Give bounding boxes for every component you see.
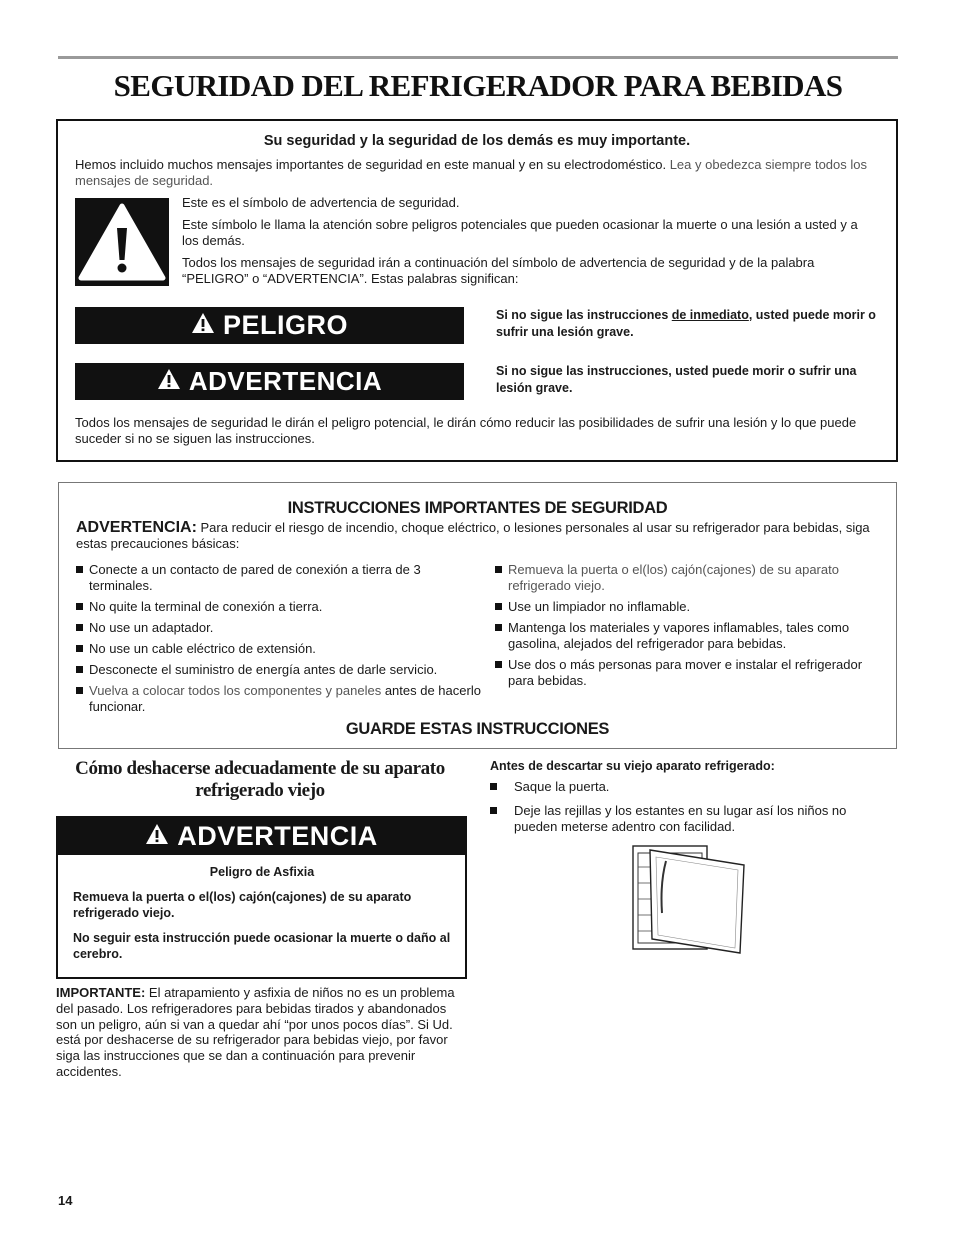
danger-label: PELIGRO: [222, 310, 348, 340]
list-item: [76, 599, 481, 615]
page-number: 14: [58, 1193, 73, 1208]
list-item-text: Use un limpiador no inflamable.: [508, 599, 691, 614]
safety-outro: Todos los mensajes de seguridad le dirán el peligro potencial, le dirán cómo reducir las posibilidades de sufrir una lesión y lo que puede suceder si no se siguen las instrucciones.: [75, 415, 857, 446]
bullet-square-icon: [495, 661, 502, 668]
warning-triangle-icon: [157, 366, 181, 397]
disposal-heading: Cómo deshacerse adecuadamente de su aparato refrigerado viejo: [75, 758, 445, 801]
danger-text-end: , usted puede morir o sufrir una lesión grave.: [496, 308, 876, 339]
bullet-square-icon: [76, 566, 83, 573]
danger-description: [496, 307, 886, 341]
warning-banner: [58, 818, 465, 855]
warning-description: Si no sigue las instrucciones, usted puede morir o sufrir una lesión grave.: [496, 364, 857, 395]
important-text: El atrapamiento y asfixia de niños no es un problema del pasado. Los refrigeradores para bebidas tirados y abandonados son un peligro, aún si van a quedar ahí “por unos pocos días”. Si Ud. está por deshacerse de su refrigerador para bebidas viejo, por favor siga las instrucciones que se dan a continuación para prevenir accidentes.: [56, 985, 455, 1079]
bullet-square-icon: [495, 624, 502, 631]
list-item-text: Desconecte el suministro de energía antes de darle servicio.: [89, 662, 438, 677]
list-item-text: Saque la puerta.: [514, 779, 610, 794]
list-item-text: No use un cable eléctrico de extensión.: [89, 641, 316, 656]
list-item-highlight: Remueva la puerta o el(los) cajón(cajones) de su aparato refrigerado viejo.: [508, 562, 839, 593]
hazard-title: Peligro de Asfixia: [209, 865, 315, 879]
list-item-text: antes de hacerlo funcionar.: [89, 683, 481, 714]
list-item-highlight: Vuelva a colocar todos los componentes y paneles: [89, 683, 382, 698]
instructions-heading: INSTRUCCIONES IMPORTANTES DE SEGURIDAD: [287, 499, 668, 517]
save-instructions-footer: GUARDE ESTAS INSTRUCCIONES: [345, 720, 610, 738]
list-item: [490, 803, 890, 835]
list-item: [495, 620, 885, 652]
list-item: [490, 779, 890, 795]
list-item-text: Mantenga los materiales y vapores inflamables, tales como gasolina, alejados del refrigerador para bebidas.: [508, 620, 850, 651]
symbol-description-2: Este símbolo le llama la atención sobre peligros potenciales que pueden ocasionar la muerte o una lesión a usted y a los demás.: [182, 217, 858, 248]
instructions-warning-text: Para reducir el riesgo de incendio, choque eléctrico, o lesiones personales al usar su refrigerador para bebidas, siga estas precauciones básicas:: [76, 520, 870, 551]
list-item: [76, 562, 481, 594]
list-item: [76, 683, 481, 715]
warning-label: ADVERTENCIA: [188, 366, 383, 396]
bullet-square-icon: [495, 603, 502, 610]
list-item: [495, 562, 885, 594]
list-item-text: Deje las rejillas y los estantes en su lugar así los niños no pueden meterse adentro con facilidad.: [514, 803, 847, 834]
warning-triangle-icon: [191, 310, 215, 341]
before-discard-heading: Antes de descartar su viejo aparato refrigerado:: [490, 759, 775, 773]
hazard-consequence: No seguir esta instrucción puede ocasionar la muerte o daño al cerebro.: [73, 931, 451, 961]
bullet-square-icon: [76, 603, 83, 610]
instructions-right-list: [495, 562, 885, 694]
bullet-square-icon: [76, 645, 83, 652]
instructions-warning-label: ADVERTENCIA:: [76, 519, 197, 536]
list-item: [76, 620, 481, 636]
safety-intro: [75, 157, 885, 189]
important-label: IMPORTANTE:: [56, 985, 146, 1000]
danger-banner: [75, 307, 464, 344]
bullet-square-icon: [490, 783, 497, 790]
safety-intro-highlight: Lea y obedezca siempre todos los mensajes de seguridad.: [75, 157, 867, 188]
bullet-square-icon: [76, 624, 83, 631]
page-title: SEGURIDAD DEL REFRIGERADOR PARA BEBIDAS: [113, 68, 843, 103]
warning-label: ADVERTENCIA: [177, 821, 378, 851]
instructions-warning: [76, 520, 881, 552]
list-item-text: No quite la terminal de conexión a tierra.: [89, 599, 323, 614]
safety-intro-text: Hemos incluido muchos mensajes importantes de seguridad en este manual y en su electrodoméstico.: [75, 157, 670, 172]
instructions-left-list: [76, 562, 481, 720]
hazard-text: [73, 864, 451, 962]
hazard-instruction: Remueva la puerta o el(los) cajón(cajones) de su aparato refrigerado viejo.: [73, 890, 412, 920]
top-rule: [58, 56, 898, 59]
list-item: [495, 657, 885, 689]
list-item-text: Conecte a un contacto de pared de conexión a tierra de 3 terminales.: [89, 562, 421, 593]
safety-message-box: [56, 119, 898, 462]
bullet-square-icon: [490, 807, 497, 814]
bullet-square-icon: [495, 566, 502, 573]
beverage-refrigerator-illustration: [630, 843, 748, 955]
warning-triangle-icon: [145, 821, 169, 852]
list-item: [76, 662, 481, 678]
bullet-square-icon: [76, 687, 83, 694]
safety-box-heading: Su seguridad y la seguridad de los demás es muy importante.: [263, 133, 691, 149]
symbol-description-1: Este es el símbolo de advertencia de seguridad.: [182, 195, 460, 210]
list-item-text: Use dos o más personas para mover e instalar el refrigerador para bebidas.: [508, 657, 863, 688]
symbol-description-3: Todos los mensajes de seguridad irán a continuación del símbolo de advertencia de seguridad y de la palabra “PELIGRO” o “ADVERTENCIA”. Estas palabras significan:: [182, 255, 815, 286]
asphyxiation-warning-box: [56, 816, 467, 979]
list-item: [495, 599, 885, 615]
important-paragraph: [56, 985, 461, 1080]
before-discard-list: [490, 779, 890, 843]
danger-text-emphasis: de inmediato: [671, 308, 749, 322]
bullet-square-icon: [76, 666, 83, 673]
warning-banner: [75, 363, 464, 400]
important-instructions-box: [58, 482, 897, 749]
safety-alert-symbol-icon: [75, 198, 169, 286]
danger-text-start: Si no sigue las instrucciones: [496, 308, 672, 322]
list-item-text: No use un adaptador.: [89, 620, 214, 635]
list-item: [76, 641, 481, 657]
